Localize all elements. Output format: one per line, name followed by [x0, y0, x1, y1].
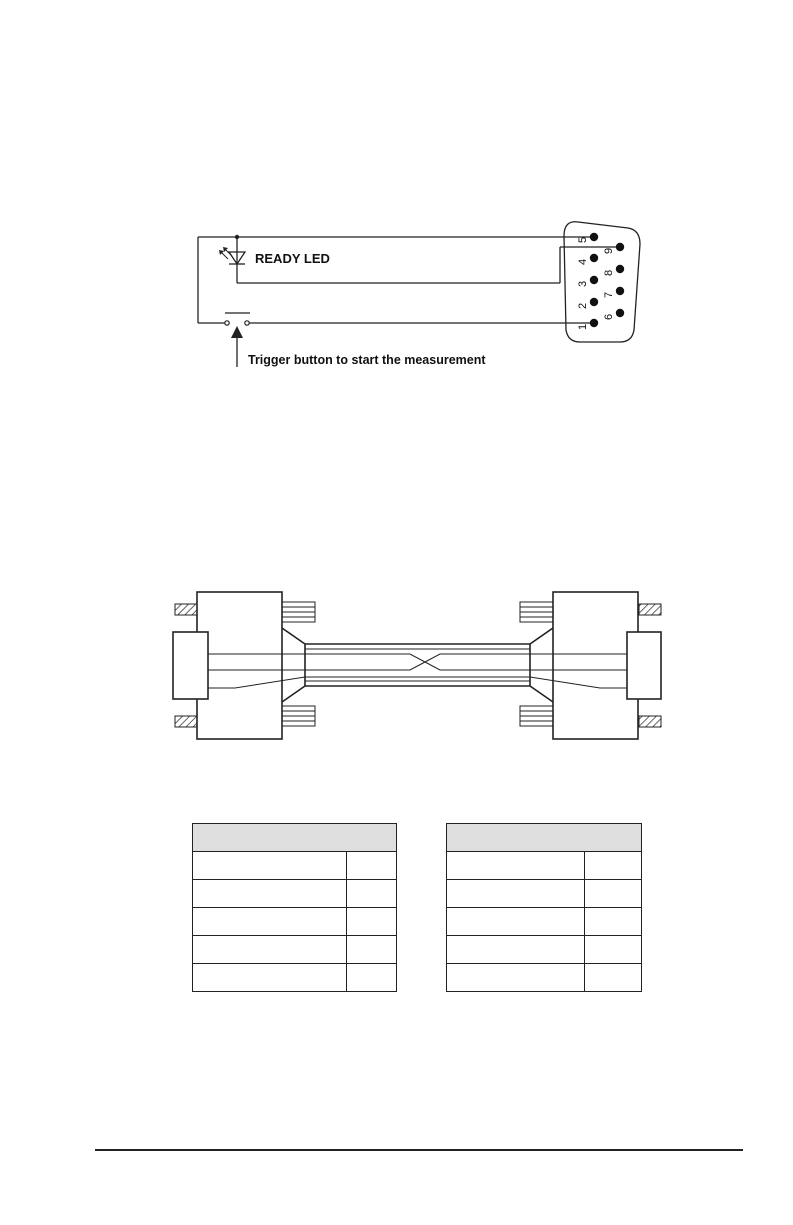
right-screw-bottom [639, 716, 661, 727]
table-row [193, 852, 397, 880]
ready-led-label: READY LED [255, 251, 330, 266]
pin-label-8: 8 [603, 269, 615, 276]
right-screw-top [639, 604, 661, 615]
right-cable-boot [530, 628, 553, 702]
left-screw-top [175, 604, 197, 615]
right-connector-housing [553, 592, 638, 739]
pin-label-9: 9 [603, 247, 615, 254]
pin-5-dot [590, 233, 598, 241]
trigger-wiring-diagram [0, 0, 793, 400]
cable-wires [208, 654, 627, 688]
table-row [447, 880, 642, 908]
table-row [193, 936, 397, 964]
pin-label-6: 6 [603, 313, 615, 320]
pin-table-right-header [447, 824, 642, 852]
table-row [193, 908, 397, 936]
right-strain-relief-top [520, 602, 553, 622]
switch-terminal-left [225, 321, 229, 325]
table-row [447, 936, 642, 964]
table-row [447, 908, 642, 936]
pin-label-4: 4 [577, 258, 589, 265]
led-icon [219, 247, 245, 264]
pin-label-2: 2 [577, 302, 589, 309]
footer-rule [95, 1149, 743, 1151]
left-strain-relief-bottom [282, 706, 315, 726]
pin-1-dot [590, 319, 598, 327]
pin-table-left-header [193, 824, 397, 852]
pin-9-dot [616, 243, 624, 251]
pin-2-dot [590, 298, 598, 306]
pin-3-dot [590, 276, 598, 284]
table-row [447, 852, 642, 880]
table-row [193, 880, 397, 908]
left-screw-bottom [175, 716, 197, 727]
left-connector-plug [173, 632, 208, 699]
db9-connector-outline [564, 222, 640, 342]
pin-8-dot [616, 265, 624, 273]
right-strain-relief-bottom [520, 706, 553, 726]
trigger-button-label: Trigger button to start the measurement [248, 353, 486, 367]
cable-diagram [0, 580, 793, 750]
table-row [447, 964, 642, 992]
table-row [193, 964, 397, 992]
trigger-arrow-icon [231, 326, 243, 338]
pin-label-1: 1 [577, 323, 589, 330]
left-cable-boot [282, 628, 305, 702]
left-connector-housing [197, 592, 282, 739]
pin-label-7: 7 [603, 291, 615, 298]
pin-label-5: 5 [577, 236, 589, 243]
pin-table-right [446, 823, 642, 992]
pin-table-left [192, 823, 397, 992]
switch-terminal-right [245, 321, 249, 325]
pin-7-dot [616, 287, 624, 295]
right-connector-plug [627, 632, 661, 699]
junction-dot [235, 235, 239, 239]
pin-4-dot [590, 254, 598, 262]
pin-label-3: 3 [577, 280, 589, 287]
pin-6-dot [616, 309, 624, 317]
left-strain-relief-top [282, 602, 315, 622]
